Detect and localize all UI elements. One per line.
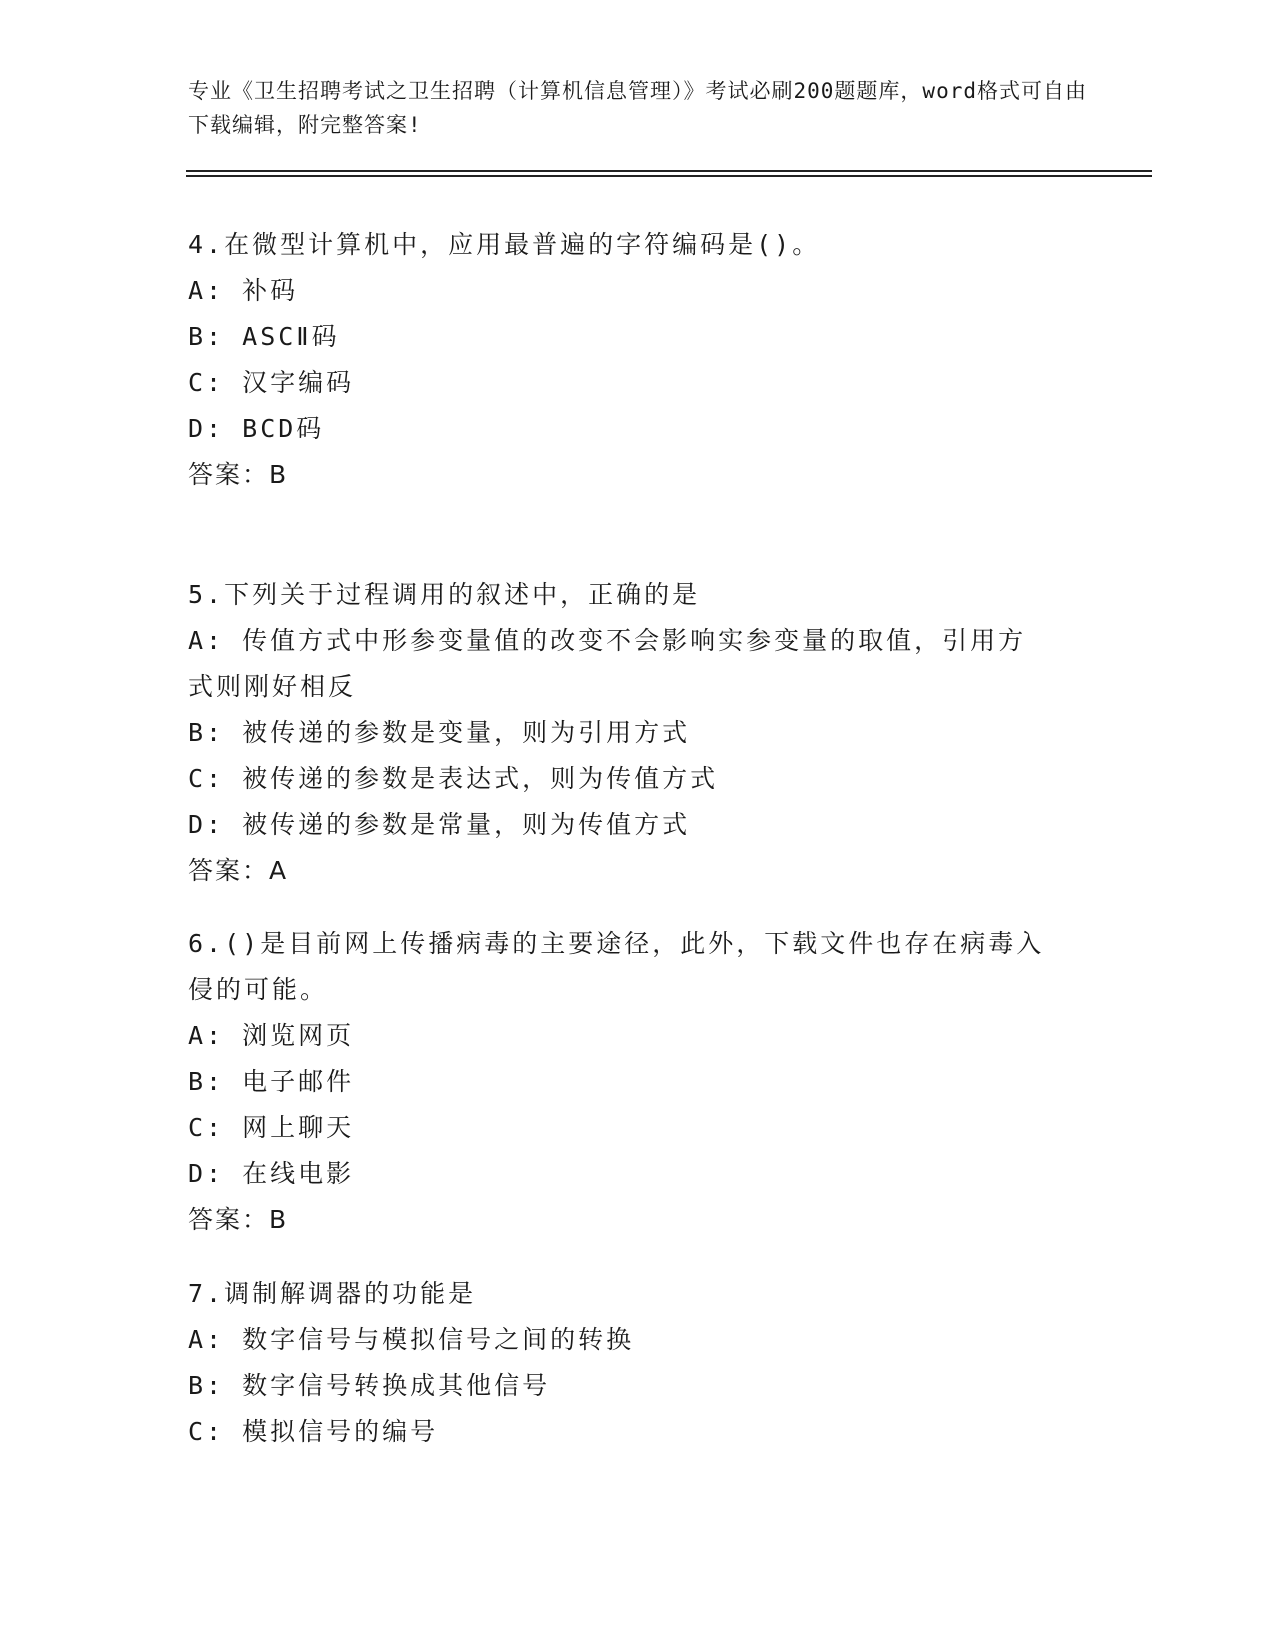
answer: 答案：B: [188, 460, 289, 489]
answer: 答案：B: [188, 1205, 289, 1234]
header-divider-bottom: [186, 175, 1152, 177]
document-header: 专业《卫生招聘考试之卫生招聘（计算机信息管理）》考试必刷200题题库，word格式可自由下载编辑，附完整答案!: [188, 79, 1087, 137]
answer: 答案：A: [188, 856, 289, 885]
option-d: D: 在线电影: [188, 1159, 355, 1188]
question-stem: 7.调制解调器的功能是: [188, 1279, 477, 1308]
option-a: A: 传值方式中形参变量值的改变不会影响实参变量的取值，引用方式则刚好相反: [188, 626, 1027, 701]
question-5: [188, 572, 1088, 894]
option-c: C: 汉字编码: [188, 368, 355, 397]
question-stem: 5.下列关于过程调用的叙述中，正确的是: [188, 580, 701, 609]
option-c: C: 网上聊天: [188, 1113, 355, 1142]
option-b: B: 被传递的参数是变量，则为引用方式: [188, 718, 691, 747]
option-b: B: ASCⅡ码: [188, 322, 340, 351]
header-divider-top: [186, 170, 1152, 172]
option-a: A: 数字信号与模拟信号之间的转换: [188, 1325, 635, 1354]
option-b: B: 电子邮件: [188, 1067, 355, 1096]
question-6: [188, 921, 1088, 1243]
question-stem: 6.()是目前网上传播病毒的主要途径，此外，下载文件也存在病毒入侵的可能。: [188, 929, 1045, 1004]
question-4: [188, 222, 1088, 498]
question-7: [188, 1271, 1088, 1455]
option-c: C: 被传递的参数是表达式，则为传值方式: [188, 764, 719, 793]
option-a: A: 浏览网页: [188, 1021, 355, 1050]
option-b: B: 数字信号转换成其他信号: [188, 1371, 551, 1400]
option-d: D: 被传递的参数是常量，则为传值方式: [188, 810, 691, 839]
option-d: D: BCD码: [188, 414, 325, 443]
option-a: A: 补码: [188, 276, 299, 305]
option-c: C: 模拟信号的编号: [188, 1417, 439, 1446]
question-stem: 4.在微型计算机中，应用最普遍的字符编码是()。: [188, 230, 821, 259]
